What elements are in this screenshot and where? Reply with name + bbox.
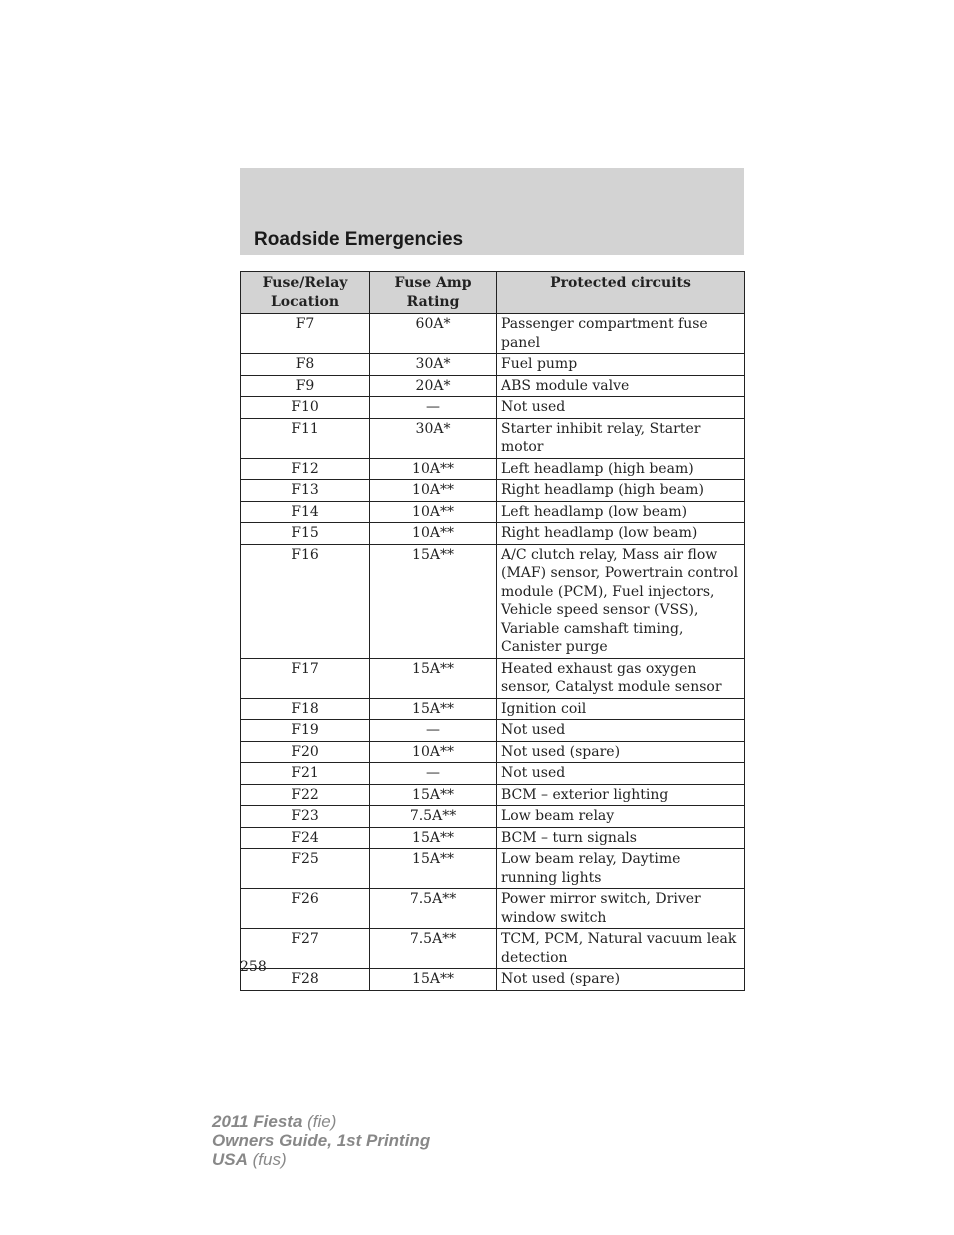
cell-circuits: Left headlamp (low beam) (497, 501, 745, 523)
cell-location: F16 (241, 544, 370, 658)
cell-rating: 15A** (370, 544, 497, 658)
cell-location: F26 (241, 889, 370, 929)
table-row (241, 397, 745, 419)
table-row (241, 969, 745, 991)
cell-location: F18 (241, 698, 370, 720)
cell-location: F22 (241, 784, 370, 806)
cell-rating: 7.5A** (370, 806, 497, 828)
cell-circuits: Right headlamp (low beam) (497, 523, 745, 545)
fuse-table (240, 271, 745, 991)
document-footer (212, 1112, 430, 1169)
cell-location: F10 (241, 397, 370, 419)
table-row (241, 849, 745, 889)
table-row (241, 741, 745, 763)
cell-circuits: Ignition coil (497, 698, 745, 720)
section-header-band (240, 168, 744, 255)
table-row (241, 375, 745, 397)
cell-location: F24 (241, 827, 370, 849)
cell-circuits: TCM, PCM, Natural vacuum leak detection (497, 929, 745, 969)
cell-location: F11 (241, 418, 370, 458)
table-row (241, 501, 745, 523)
section-title: Roadside Emergencies (254, 229, 464, 250)
cell-circuits: Power mirror switch, Driver window switch (497, 889, 745, 929)
cell-rating: 20A* (370, 375, 497, 397)
footer-model-code: (fie) (302, 1112, 337, 1131)
table-row (241, 458, 745, 480)
cell-rating: 10A** (370, 523, 497, 545)
table-row (241, 480, 745, 502)
cell-circuits: Heated exhaust gas oxygen sensor, Catalyst module sensor (497, 658, 745, 698)
table-row (241, 827, 745, 849)
cell-location: F7 (241, 314, 370, 354)
cell-rating: 30A* (370, 418, 497, 458)
table-row (241, 314, 745, 354)
table-row (241, 784, 745, 806)
cell-location: F12 (241, 458, 370, 480)
cell-location: F27 (241, 929, 370, 969)
cell-rating: 10A** (370, 480, 497, 502)
cell-location: F25 (241, 849, 370, 889)
table-row (241, 354, 745, 376)
table-row (241, 698, 745, 720)
cell-circuits: Not used (497, 720, 745, 742)
cell-rating: 10A** (370, 458, 497, 480)
table-row (241, 658, 745, 698)
table-row (241, 763, 745, 785)
cell-location: F21 (241, 763, 370, 785)
cell-circuits: Not used (497, 763, 745, 785)
cell-circuits: Low beam relay (497, 806, 745, 828)
cell-rating: 15A** (370, 969, 497, 991)
cell-rating: — (370, 720, 497, 742)
cell-circuits: Fuel pump (497, 354, 745, 376)
table-row (241, 720, 745, 742)
cell-rating: 7.5A** (370, 889, 497, 929)
cell-location: F23 (241, 806, 370, 828)
table-row (241, 418, 745, 458)
cell-location: F15 (241, 523, 370, 545)
cell-rating: 15A** (370, 849, 497, 889)
footer-line-3 (212, 1150, 430, 1169)
cell-rating: 30A* (370, 354, 497, 376)
table-row (241, 889, 745, 929)
cell-circuits: Left headlamp (high beam) (497, 458, 745, 480)
table-row (241, 523, 745, 545)
cell-circuits: Not used (spare) (497, 741, 745, 763)
cell-circuits: Starter inhibit relay, Starter motor (497, 418, 745, 458)
footer-guide: Owners Guide, 1st Printing (212, 1131, 431, 1150)
cell-location: F8 (241, 354, 370, 376)
column-header-rating: Fuse Amp Rating (370, 272, 497, 314)
table-row (241, 806, 745, 828)
cell-circuits: Low beam relay, Daytime running lights (497, 849, 745, 889)
cell-location: F28 (241, 969, 370, 991)
cell-rating: 15A** (370, 658, 497, 698)
cell-rating: 15A** (370, 784, 497, 806)
page-number: 258 (240, 959, 267, 975)
cell-rating: — (370, 397, 497, 419)
cell-circuits: Not used (497, 397, 745, 419)
cell-location: F20 (241, 741, 370, 763)
cell-rating: 15A** (370, 698, 497, 720)
cell-rating: 10A** (370, 741, 497, 763)
cell-circuits: Passenger compartment fuse panel (497, 314, 745, 354)
cell-circuits: BCM – exterior lighting (497, 784, 745, 806)
cell-rating: 15A** (370, 827, 497, 849)
cell-circuits: Not used (spare) (497, 969, 745, 991)
cell-location: F9 (241, 375, 370, 397)
cell-location: F17 (241, 658, 370, 698)
cell-rating: 7.5A** (370, 929, 497, 969)
cell-rating: 60A* (370, 314, 497, 354)
cell-location: F13 (241, 480, 370, 502)
cell-circuits: Right headlamp (high beam) (497, 480, 745, 502)
cell-circuits: BCM – turn signals (497, 827, 745, 849)
table-body (241, 314, 745, 991)
cell-location: F14 (241, 501, 370, 523)
cell-location: F19 (241, 720, 370, 742)
table-row (241, 544, 745, 658)
cell-rating: — (370, 763, 497, 785)
cell-circuits: A/C clutch relay, Mass air flow (MAF) sensor, Powertrain control module (PCM), Fuel injectors, Vehicle speed sensor (VSS), Variable camshaft timing, Canister purge (497, 544, 745, 658)
cell-circuits: ABS module valve (497, 375, 745, 397)
footer-market: USA (212, 1150, 248, 1169)
footer-line-2 (212, 1131, 430, 1150)
footer-model: 2011 Fiesta (212, 1112, 303, 1131)
cell-rating: 10A** (370, 501, 497, 523)
table-header-row (241, 272, 745, 314)
table-row (241, 929, 745, 969)
footer-line-1 (212, 1112, 430, 1131)
footer-market-code: (fus) (247, 1150, 287, 1169)
column-header-location: Fuse/Relay Location (241, 272, 370, 314)
column-header-circuits: Protected circuits (497, 272, 745, 314)
